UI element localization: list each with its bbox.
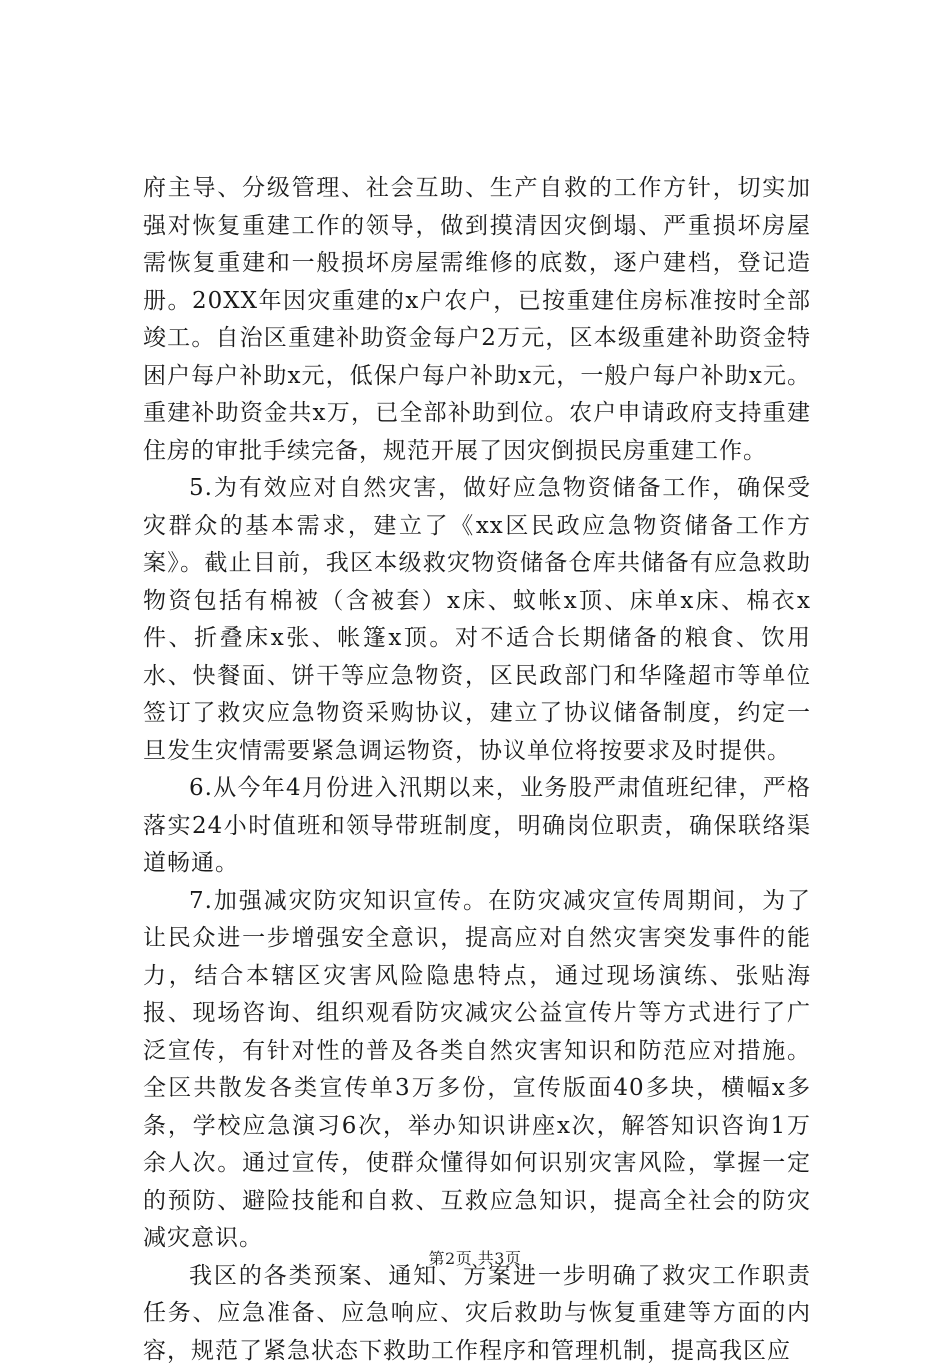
page-number-footer: 第2页 共3页 xyxy=(0,1246,950,1269)
document-body xyxy=(143,170,811,1370)
paragraph-summary: 我区的各类预案、通知、方案进一步明确了救灾工作职责任务、应急准备、应急响应、灾后救助与恢复重建等方面的内容，规范了紧急状态下救助工作程序和管理机制，提高我区应 xyxy=(143,1258,811,1370)
paragraph-item-7: 7.加强减灾防灾知识宣传。在防灾减灾宣传周期间，为了让民众进一步增强安全意识，提高应对自然灾害突发事件的能力，结合本辖区灾害风险隐患特点，通过现场演练、张贴海报、现场咨询、组织观看防灾减灾公益宣传片等方式进行了广泛宣传，有针对性的普及各类自然灾害知识和防范应对措施。全区共散发各类宣传单3万多份，宣传版面40多块，横幅x多条，学校应急演习6次，举办知识讲座x次，解答知识咨询1万余人次。通过宣传，使群众懂得如何识别灾害风险，掌握一定的预防、避险技能和自救、互救应急知识，提高全社会的防灾减灾意识。 xyxy=(143,883,811,1258)
paragraph-continued: 府主导、分级管理、社会互助、生产自救的工作方针，切实加强对恢复重建工作的领导，做到摸清因灾倒塌、严重损坏房屋需恢复重建和一般损坏房屋需维修的底数，逐户建档，登记造册。20XX年因灾重建的x户农户，已按重建住房标准按时全部竣工。自治区重建补助资金每户2万元，区本级重建补助资金特困户每户补助x元，低保户每户补助x元，一般户每户补助x元。重建补助资金共x万，已全部补助到位。农户申请政府支持重建住房的审批手续完备，规范开展了因灾倒损民房重建工作。 xyxy=(143,170,811,470)
paragraph-item-6: 6.从今年4月份进入汛期以来，业务股严肃值班纪律，严格落实24小时值班和领导带班制度，明确岗位职责，确保联络渠道畅通。 xyxy=(143,770,811,883)
paragraph-item-5: 5.为有效应对自然灾害，做好应急物资储备工作，确保受灾群众的基本需求，建立了《xx区民政应急物资储备工作方案》。截止目前，我区本级救灾物资储备仓库共储备有应急救助物资包括有棉被（含被套）x床、蚊帐x顶、床单x床、棉衣x件、折叠床x张、帐篷x顶。对不适合长期储备的粮食、饮用水、快餐面、饼干等应急物资，区民政部门和华隆超市等单位签订了救灾应急物资采购协议，建立了协议储备制度，约定一旦发生灾情需要紧急调运物资，协议单位将按要求及时提供。 xyxy=(143,470,811,770)
